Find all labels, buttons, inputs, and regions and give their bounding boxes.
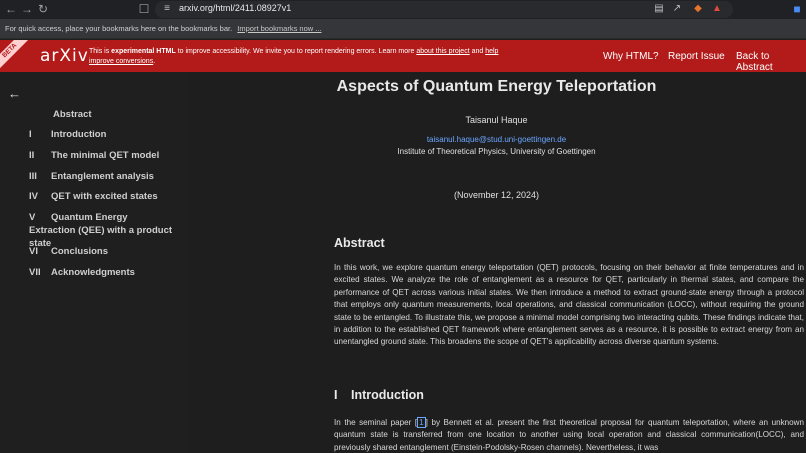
table-of-contents xyxy=(0,72,187,453)
toc-item-acknowledgments[interactable]: VII Acknowledgments xyxy=(29,267,135,278)
introduction-text: In the seminal paper [ 1 ] by Bennett et al. present the first theoretical proposal for quantum teleportation, where an unknown quantum state is transferred from one location to another using local operation and classical communication(LOCC), and previously shared entanglement (Einstein-Podolsky-Rosen channels). Nevertheless, it was xyxy=(334,418,804,452)
brave-shield-icon[interactable]: ◆ xyxy=(694,3,702,14)
arrow-left-icon[interactable]: ← xyxy=(8,86,21,101)
toc-item-qee[interactable]: V Quantum Energy Extraction (QEE) with a product state xyxy=(29,212,173,249)
import-bookmarks-link[interactable]: Import bookmarks now ... xyxy=(237,24,322,33)
why-html-link[interactable]: Why HTML? xyxy=(603,51,659,62)
back-to-abstract-link[interactable]: Back to Abstract xyxy=(736,51,773,72)
beta-ribbon: BETA xyxy=(0,40,29,70)
author-email-link[interactable]: taisanul.haque@stud.uni-goettingen.de xyxy=(426,135,567,144)
paper-date: (November 12, 2024) xyxy=(453,190,540,200)
citation-link[interactable]: 1 xyxy=(419,418,424,427)
reload-icon[interactable]: ↻ xyxy=(37,2,49,16)
banner-message: This is experimental HTML to improve accessibility. We invite you to report rendering errors. Learn more about this project and help improve conversions. xyxy=(89,48,499,65)
rewards-icon[interactable]: ▲ xyxy=(712,3,722,14)
introduction-heading: I Introduction xyxy=(334,388,424,402)
toc-item-minimal-qet[interactable]: II The minimal QET model xyxy=(29,150,160,161)
site-info-icon[interactable]: ≡ xyxy=(164,3,170,14)
author-institution: Institute of Theoretical Physics, University of Goettingen xyxy=(397,147,596,156)
report-issue-link[interactable]: Report Issue xyxy=(668,51,725,62)
paper-title: Aspects of Quantum Energy Teleportation xyxy=(336,78,657,95)
url-text: arxiv.org/html/2411.08927v1 xyxy=(179,3,292,13)
toc-item-introduction[interactable]: I Introduction xyxy=(29,129,107,140)
arxiv-banner xyxy=(0,40,806,72)
share-icon[interactable]: ↗ xyxy=(672,3,682,14)
wallet-icon[interactable]: ■ xyxy=(793,2,801,16)
author-name: Taisanul Haque xyxy=(465,115,528,125)
bookmarks-bar xyxy=(0,19,806,39)
help-improve-link[interactable]: help improve conversions xyxy=(89,48,499,65)
bookmark-icon[interactable]: ☐ xyxy=(138,2,150,16)
reader-mode-icon[interactable]: ▤ xyxy=(654,3,664,14)
browser-toolbar xyxy=(0,0,806,19)
arxiv-logo[interactable]: arXiv xyxy=(40,46,89,66)
toc-item-entanglement[interactable]: III Entanglement analysis xyxy=(29,171,154,182)
about-project-link[interactable]: about this project xyxy=(416,48,470,55)
toc-item-excited-states[interactable]: IV QET with excited states xyxy=(29,191,158,202)
forward-icon[interactable]: → xyxy=(21,2,33,16)
address-bar[interactable] xyxy=(155,1,733,18)
paper-content xyxy=(187,72,806,453)
back-icon[interactable]: ← xyxy=(5,2,17,16)
bookmarks-hint: For quick access, place your bookmarks here on the bookmarks bar. xyxy=(5,24,233,33)
toc-item-abstract[interactable]: Abstract xyxy=(53,109,92,120)
toc-item-conclusions[interactable]: VI Conclusions xyxy=(29,246,109,257)
abstract-heading: Abstract xyxy=(334,236,385,250)
abstract-text: In this work, we explore quantum energy teleportation (QET) protocols, focusing on their behavior at finite temperatures and in excited states. We analyze the role of entanglement as a resource for QET, particularly in thermal states, and compare the performance of QET across various initial states. We then introduce a method to extract ground-state energy through a protocol that employs only quantum measurements, local operations, and classical communication (LOCC), without requiring the ground state to be entangled. To illustrate this, we propose a minimal model comprising two interacting qubits. These findings indicate that, in addition to the established QET framework where entanglement serves as a resource, it is possible to extract energy from an unentangled ground state. This broadens the scope of QET’s applicability across diverse quantum systems. xyxy=(334,263,804,347)
